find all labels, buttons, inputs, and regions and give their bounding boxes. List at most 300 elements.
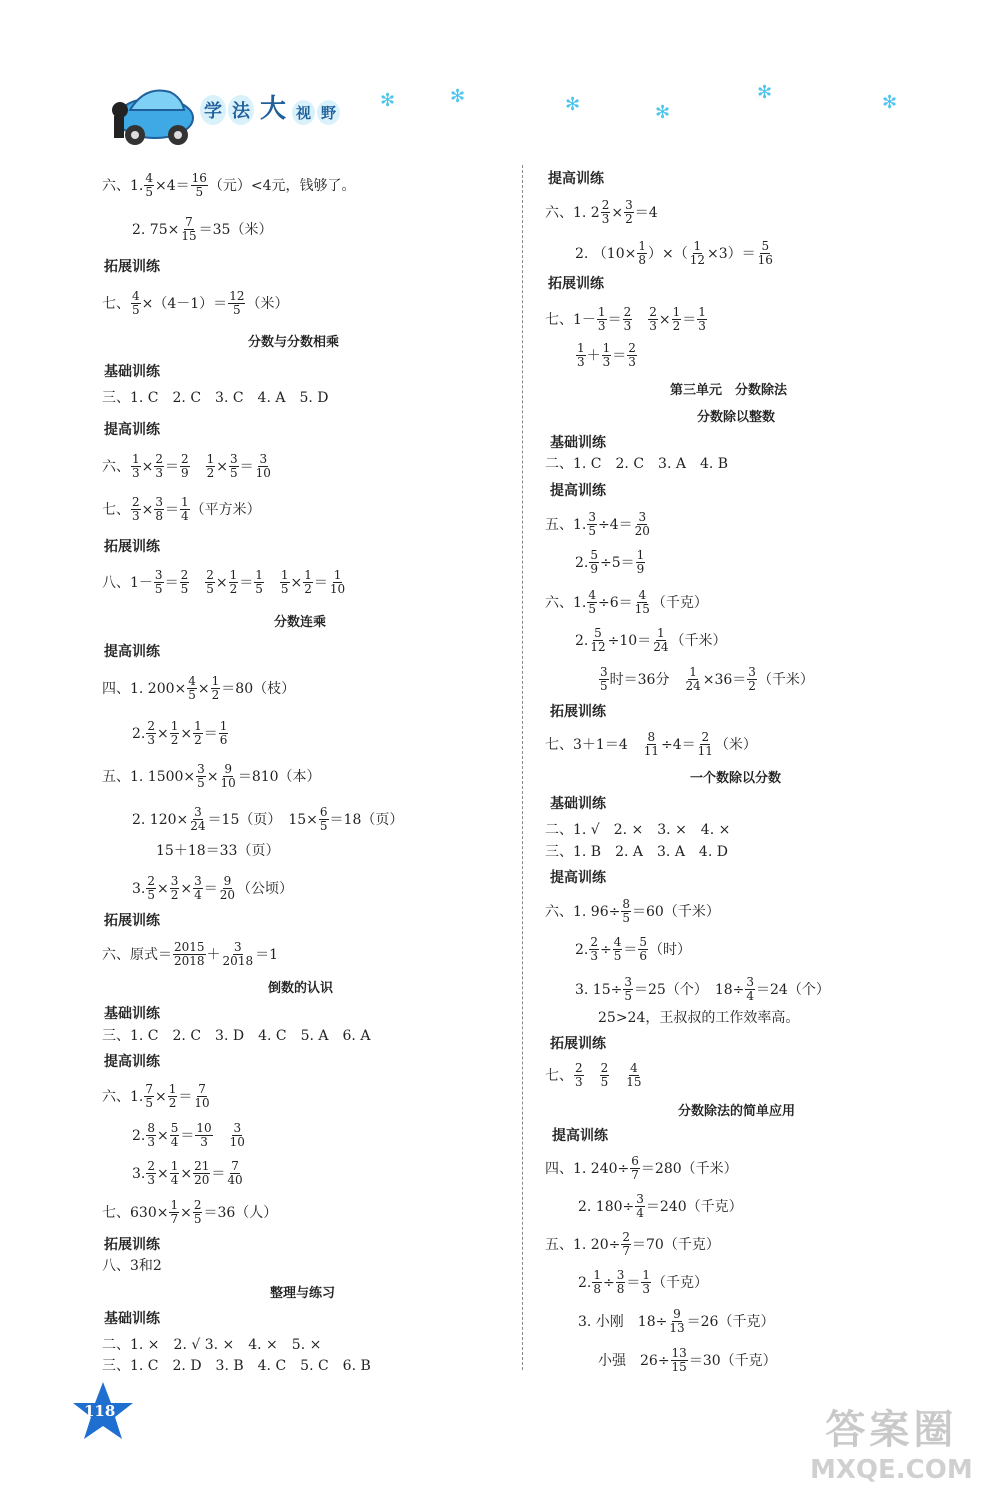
numerator: 1 <box>597 305 606 319</box>
section-heading: 拓展训练 <box>104 1237 160 1253</box>
numerator: 1 <box>304 568 312 582</box>
logo-char-5: 野 <box>317 100 340 125</box>
denominator: 7 <box>170 1212 179 1226</box>
answer-line <box>132 1160 245 1187</box>
denominator: 3 <box>601 212 610 226</box>
denominator: 5 <box>588 602 596 616</box>
denominator: 5 <box>188 688 196 702</box>
fraction <box>131 496 141 523</box>
snowflake-icon: ✻ <box>655 102 671 123</box>
answer-line <box>102 1199 277 1226</box>
text-segment: （千克） <box>652 1274 709 1291</box>
fraction <box>592 1269 602 1296</box>
answer-line <box>578 1269 708 1296</box>
fraction <box>193 1199 203 1226</box>
numerator: 6 <box>631 1154 639 1168</box>
text-segment: ＝ <box>239 574 254 591</box>
fraction <box>747 666 757 693</box>
answer-line <box>598 1347 777 1374</box>
answer-line <box>575 342 638 369</box>
text-segment: ＝30（千克） <box>688 1352 777 1369</box>
numerator: 3 <box>234 940 242 954</box>
answer-line <box>545 1155 738 1182</box>
lesson-title: 整理与练习 <box>270 1286 336 1301</box>
text-segment: × <box>206 768 219 785</box>
answer-line: 二、1. × 2. √ 3. × 4. × 5. × <box>102 1337 322 1353</box>
answer-line: 二、1. C 2. C 3. A 4. B <box>545 456 729 472</box>
numerator: 4 <box>132 289 140 303</box>
denominator: 3 <box>628 355 636 369</box>
text-segment <box>214 1126 228 1146</box>
fraction <box>229 453 239 480</box>
lesson-title: 分数连乘 <box>274 615 327 630</box>
denominator: 3 <box>597 319 606 333</box>
numerator: 3 <box>588 510 596 524</box>
denominator: 5 <box>280 582 289 596</box>
numerator: 3 <box>170 874 179 888</box>
denominator: 3 <box>602 355 611 369</box>
text-segment: 五、1. 20÷ <box>545 1236 621 1253</box>
text-segment: ÷6＝ <box>598 594 633 611</box>
text-segment <box>610 1066 624 1086</box>
numerator: 1 <box>577 341 585 355</box>
fraction <box>280 569 290 596</box>
answer-line <box>102 763 321 790</box>
text-segment <box>265 573 279 593</box>
numerator: 3 <box>748 665 756 679</box>
text-segment: ＝ <box>626 1274 641 1291</box>
numerator: 2 <box>649 305 657 319</box>
numerator: 1 <box>170 719 179 733</box>
fraction <box>180 216 197 243</box>
denominator: 3 <box>577 355 585 369</box>
denominator: 5 <box>600 679 608 693</box>
numerator: 2 <box>600 1061 609 1075</box>
text-segment: ＝ <box>165 501 180 518</box>
fraction <box>170 875 180 902</box>
numerator: 1 <box>638 239 646 253</box>
denominator: 5 <box>193 1212 202 1226</box>
text-segment: 3. 15÷ <box>575 981 623 998</box>
denominator: 5 <box>147 888 155 902</box>
fraction <box>180 496 190 523</box>
fraction <box>144 172 154 199</box>
denominator: 2 <box>229 582 238 596</box>
fraction <box>189 806 206 833</box>
fraction <box>180 453 190 480</box>
numerator: 1 <box>698 305 706 319</box>
numerator: 9 <box>224 762 232 776</box>
fraction <box>303 569 313 596</box>
text-segment: 五、1. <box>545 516 587 533</box>
snowflake-icon: ✻ <box>882 92 898 113</box>
denominator: 5 <box>154 582 163 596</box>
text-segment: 六、1. 2 <box>545 204 600 221</box>
answer-line <box>102 290 288 317</box>
denominator: 8 <box>638 253 646 267</box>
text-segment: ＝280（千米） <box>640 1160 738 1177</box>
denominator: 24 <box>685 679 701 693</box>
denominator: 3 <box>200 1135 208 1149</box>
text-segment: ÷5＝ <box>600 554 635 571</box>
denominator: 5 <box>145 185 153 199</box>
fraction <box>193 1083 210 1110</box>
numerator: 7 <box>231 1159 239 1173</box>
text-segment: （元）<4元，钱够了。 <box>208 177 356 194</box>
denominator: 5 <box>206 582 214 596</box>
fraction <box>255 453 272 480</box>
section-heading: 基础训练 <box>104 1006 160 1022</box>
denominator: 3 <box>132 466 140 480</box>
section-heading: 基础训练 <box>104 1311 160 1327</box>
denominator: 2018 <box>222 954 254 968</box>
fraction <box>635 1193 645 1220</box>
text-segment: ＋ <box>206 946 221 963</box>
numerator: 1 <box>132 452 140 466</box>
text-segment: 七、 <box>102 501 130 518</box>
numerator: 3 <box>638 510 647 524</box>
snowflake-icon: ✻ <box>565 94 581 115</box>
denominator: 4 <box>170 1173 179 1187</box>
answer-line <box>132 875 293 902</box>
answer-line <box>545 1231 720 1258</box>
fraction <box>187 675 197 702</box>
text-segment: ＝240（千克） <box>645 1198 743 1215</box>
fraction <box>193 875 203 902</box>
answer-line <box>132 216 272 243</box>
answer-line <box>545 731 757 758</box>
text-segment: ÷4＝ <box>598 516 633 533</box>
denominator: 5 <box>230 466 238 480</box>
fraction <box>623 976 633 1003</box>
text-segment: （米） <box>714 736 757 753</box>
unit-title: 第三单元 分数除法 <box>670 383 788 398</box>
fraction <box>131 453 141 480</box>
numerator: 1 <box>642 1268 651 1282</box>
denominator: 15 <box>671 1360 687 1374</box>
logo-char-3: 大 <box>260 94 287 124</box>
numerator: 1 <box>657 626 665 640</box>
fraction <box>169 1199 179 1226</box>
denominator: 4 <box>636 1206 644 1220</box>
numerator: 4 <box>145 171 153 185</box>
text-segment <box>190 573 204 593</box>
denominator: 5 <box>233 303 241 317</box>
denominator: 5 <box>588 524 596 538</box>
text-segment: ＝36（人） <box>203 1204 278 1221</box>
text-segment: ×（4－1）＝ <box>141 295 228 312</box>
fraction <box>168 1083 178 1110</box>
text-segment: ＝ <box>682 311 697 328</box>
numerator: 1 <box>602 341 611 355</box>
text-segment: × <box>141 458 154 475</box>
text-segment: 六、 <box>102 458 130 475</box>
numerator: 2 <box>180 568 189 582</box>
denominator: 2 <box>672 319 681 333</box>
text-segment: 2. <box>578 1274 592 1291</box>
fraction <box>170 720 180 747</box>
fraction <box>154 569 164 596</box>
denominator: 20 <box>219 888 236 902</box>
numerator: 7 <box>198 1082 206 1096</box>
denominator: 15 <box>181 229 197 243</box>
section-heading: 提高训练 <box>548 171 604 187</box>
denominator: 15 <box>634 602 650 616</box>
answer-line <box>132 720 229 747</box>
answer-line <box>575 549 646 576</box>
numerator: 13 <box>671 1346 687 1360</box>
numerator: 3 <box>625 198 633 212</box>
text-segment: 四、1. 240÷ <box>545 1160 630 1177</box>
text-segment: ＝1 <box>255 946 279 963</box>
fraction <box>630 1155 640 1182</box>
fraction <box>634 511 651 538</box>
fraction <box>643 731 660 758</box>
text-segment: 七、1－ <box>545 311 596 328</box>
denominator: 3 <box>623 319 632 333</box>
fraction <box>154 496 164 523</box>
numerator: 8 <box>622 897 630 911</box>
text-segment: × <box>180 880 193 897</box>
text-segment: 2. 75× <box>132 221 180 238</box>
text-segment: 3. <box>132 880 146 897</box>
denominator: 8 <box>593 1282 601 1296</box>
numerator: 5 <box>761 239 770 253</box>
numerator: 1 <box>693 239 702 253</box>
section-heading: 提高训练 <box>104 422 160 438</box>
fraction <box>587 511 597 538</box>
denominator: 9 <box>636 562 645 576</box>
text-segment: 七、 <box>545 1067 573 1084</box>
numerator: 2 <box>206 568 214 582</box>
text-segment: ＝ <box>203 880 218 897</box>
text-segment: × <box>155 1088 167 1105</box>
denominator: 15 <box>626 1075 642 1089</box>
numerator: 9 <box>223 874 232 888</box>
answer-line <box>575 976 830 1003</box>
fraction <box>220 763 237 790</box>
column-divider <box>522 165 523 1370</box>
text-segment: ＝24（个） <box>756 981 830 998</box>
text-segment: 七、 <box>102 295 130 312</box>
answer-line <box>102 453 273 480</box>
text-segment: 五、1. 1500× <box>102 768 196 785</box>
fraction <box>587 589 597 616</box>
fraction <box>684 666 701 693</box>
numerator: 3 <box>636 1192 644 1206</box>
denominator: 3 <box>155 466 164 480</box>
denominator: 3 <box>590 949 598 963</box>
section-heading: 基础训练 <box>550 796 606 812</box>
fraction <box>228 290 245 317</box>
numerator: 1 <box>181 495 189 509</box>
fraction <box>191 172 208 199</box>
fraction <box>627 342 637 369</box>
denominator: 10 <box>229 1135 245 1149</box>
numerator: 2 <box>590 935 598 949</box>
watermark-url: MXQE.COM <box>810 1455 973 1485</box>
fraction <box>226 1160 243 1187</box>
answer-line <box>545 1062 644 1089</box>
text-segment: （千米） <box>670 632 727 649</box>
fraction <box>146 1122 156 1149</box>
text-segment: 六、1. 96÷ <box>545 903 621 920</box>
denominator: 5 <box>197 776 205 790</box>
denominator: 5 <box>319 819 328 833</box>
text-segment: 3. <box>132 1165 146 1182</box>
denominator: 6 <box>219 733 228 747</box>
section-heading: 提高训练 <box>550 870 606 886</box>
denominator: 4 <box>746 989 754 1003</box>
answer-line <box>598 666 814 693</box>
header-banner <box>0 70 1000 150</box>
text-segment: × <box>157 1165 169 1182</box>
denominator: 3 <box>649 319 657 333</box>
numerator: 2 <box>147 1159 155 1173</box>
denominator: 20 <box>634 524 650 538</box>
text-segment: ÷ <box>603 1274 615 1291</box>
numerator: 3 <box>194 874 202 888</box>
fraction <box>600 1062 610 1089</box>
denominator: 2 <box>304 582 312 596</box>
answer-line: 三、1. B 2. A 3. A 4. D <box>545 844 728 860</box>
fraction <box>574 1062 584 1089</box>
answer-line: 八、3和2 <box>102 1258 162 1274</box>
denominator: 7 <box>631 1168 639 1182</box>
text-segment: × <box>180 1204 192 1221</box>
fraction <box>193 720 203 747</box>
numerator: 10 <box>196 1121 212 1135</box>
fraction <box>668 1308 685 1335</box>
fraction <box>154 453 164 480</box>
denominator: 10 <box>255 466 271 480</box>
fraction <box>146 1160 156 1187</box>
denominator: 13 <box>669 1321 685 1335</box>
text-segment: × <box>157 880 169 897</box>
text-segment: ＝4 <box>634 204 658 221</box>
numerator: 16 <box>191 171 207 185</box>
answer-line <box>545 199 658 226</box>
text-segment: 七、630× <box>102 1204 169 1221</box>
text-segment: ＝ <box>164 574 179 591</box>
text-segment: 六、1. <box>102 1088 144 1105</box>
numerator: 1 <box>689 665 697 679</box>
answer-line: 三、1. C 2. C 3. D 4. C 5. A 6. A <box>102 1028 371 1044</box>
text-segment <box>585 1066 599 1086</box>
numerator: 2 <box>147 874 155 888</box>
text-segment: × <box>180 725 193 742</box>
numerator: 6 <box>319 805 328 819</box>
denominator: 3 <box>132 509 140 523</box>
numerator: 1 <box>672 305 681 319</box>
denominator: 3 <box>575 1075 583 1089</box>
denominator: 2 <box>625 212 633 226</box>
fraction <box>697 731 714 758</box>
text-segment: ＝ <box>211 1165 226 1182</box>
section-heading: 拓展训练 <box>548 276 604 292</box>
numerator: 1 <box>229 568 238 582</box>
numerator: 3 <box>233 1121 242 1135</box>
denominator: 5 <box>600 1075 609 1089</box>
text-segment: × <box>215 574 228 591</box>
fraction <box>170 1122 180 1149</box>
text-segment: ＝ <box>313 574 328 591</box>
text-segment: × <box>611 204 624 221</box>
text-segment: ＝ <box>180 1127 195 1144</box>
text-segment: 七、3＋1＝4 <box>545 736 642 753</box>
denominator: 24 <box>653 640 669 654</box>
text-segment: 2. <box>575 632 589 649</box>
snowflake-icon: ✻ <box>757 82 773 103</box>
fraction <box>697 306 707 333</box>
fraction <box>652 627 669 654</box>
answer-line: 15＋18＝33（页） <box>156 843 280 859</box>
denominator: 2 <box>211 688 220 702</box>
fraction <box>599 666 609 693</box>
text-segment: ÷10＝ <box>607 632 652 649</box>
lesson-title: 分数除以整数 <box>697 410 776 425</box>
text-segment: （时） <box>649 941 692 958</box>
denominator: 8 <box>616 1282 625 1296</box>
denominator: 10 <box>329 582 346 596</box>
logo-char-1: 学 <box>200 95 226 125</box>
text-segment: 时＝36分 <box>609 671 684 688</box>
fraction <box>195 1122 212 1149</box>
text-segment: ＝ <box>607 311 622 328</box>
denominator: 4 <box>194 888 202 902</box>
lesson-title: 倒数的认识 <box>268 981 334 996</box>
denominator: 2 <box>194 733 202 747</box>
numerator: 1 <box>170 1198 179 1212</box>
fraction <box>641 1269 651 1296</box>
fraction <box>131 290 141 317</box>
fraction <box>636 549 646 576</box>
denominator: 3 <box>147 1135 155 1149</box>
answer-line <box>102 496 261 523</box>
fraction <box>624 199 634 226</box>
text-segment: × <box>658 311 671 328</box>
denominator: 9 <box>181 466 189 480</box>
text-segment: ÷4＝ <box>661 736 696 753</box>
watermark <box>810 1398 973 1485</box>
text-segment: ＝ <box>623 941 638 958</box>
logo <box>200 88 340 125</box>
numerator: 1 <box>206 452 215 466</box>
numerator: 3 <box>259 452 268 466</box>
text-segment: 2. <box>575 941 589 958</box>
numerator: 1 <box>194 719 202 733</box>
answer-line <box>578 1308 774 1335</box>
section-heading: 提高训练 <box>104 644 160 660</box>
text-segment: 2. <box>132 725 146 742</box>
denominator: 3 <box>147 733 155 747</box>
fraction <box>671 1347 688 1374</box>
denominator: 5 <box>195 185 204 199</box>
fraction <box>745 976 755 1003</box>
section-heading: 基础训练 <box>104 364 160 380</box>
snowflake-icon: ✻ <box>450 86 466 107</box>
numerator: 4 <box>188 674 196 688</box>
fraction <box>621 1231 631 1258</box>
logo-char-4: 视 <box>292 100 315 125</box>
answer-line <box>578 1193 743 1220</box>
fraction <box>206 453 216 480</box>
numerator: 3 <box>624 975 632 989</box>
answer-line <box>132 1122 247 1149</box>
fraction <box>602 342 612 369</box>
numerator: 5 <box>590 548 598 562</box>
text-segment <box>191 457 205 477</box>
